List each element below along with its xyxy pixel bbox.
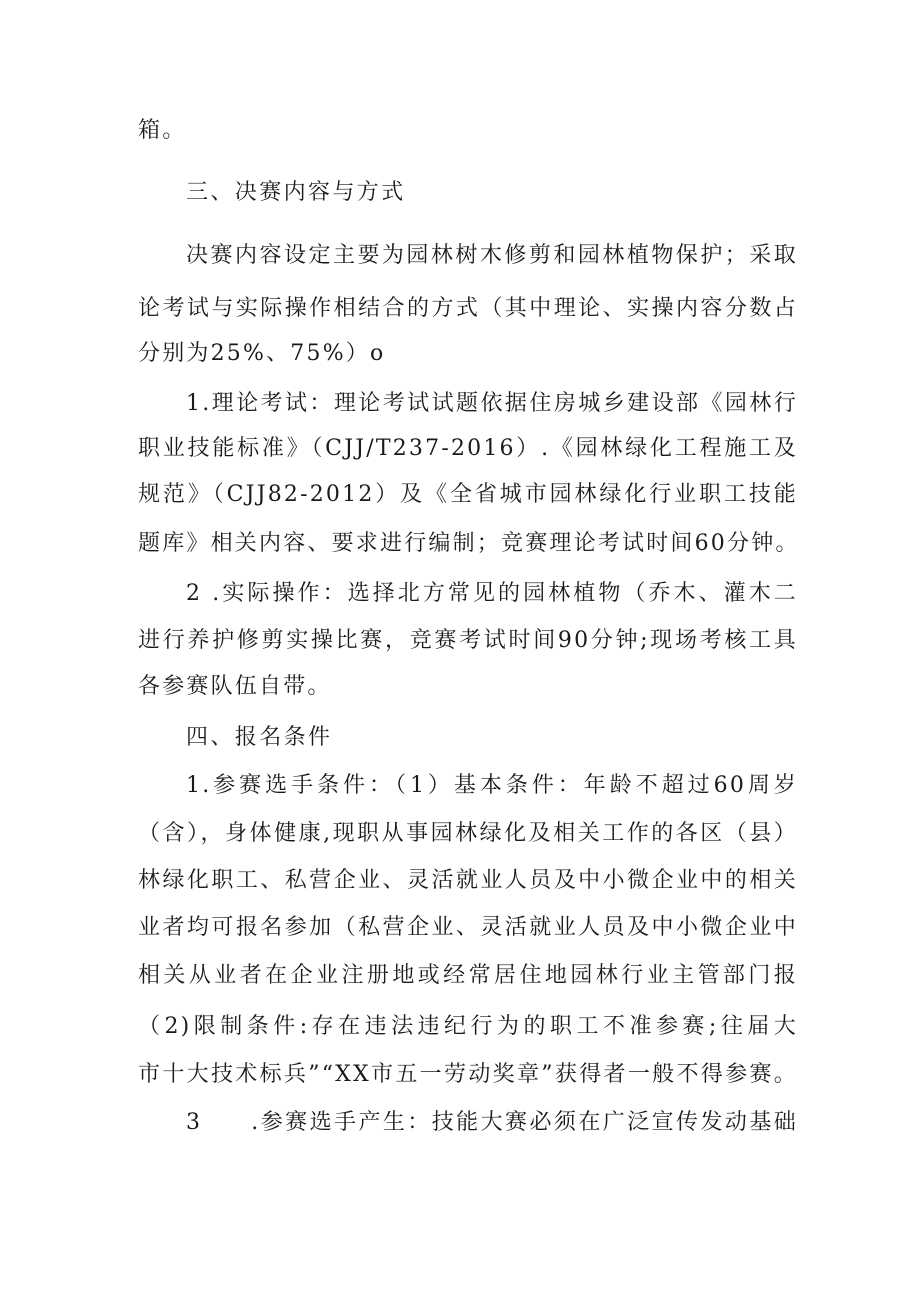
text-line: 题库》相关内容、要求进行编制；竞赛理论考试时间60分钟。: [138, 531, 800, 556]
text-line: （含），身体健康,现职从事园林绿化及相关工作的各区（县）: [138, 821, 798, 846]
text-line: 业者均可报名参加（私营企业、灵活就业人员及中小微企业中: [138, 915, 798, 940]
text-line: 2 .实际操作：选择北方常见的园林植物（乔木、灌木二: [186, 581, 798, 606]
text-line: 职业技能标准》（CJJ/T237-2016）.《园林绿化工程施工及: [138, 436, 798, 461]
text-line: 论考试与实际操作相结合的方式（其中理论、实操内容分数占: [138, 296, 798, 321]
section-heading-finals: 三、决赛内容与方式: [186, 180, 406, 205]
text-line: （2)限制条件:存在违法违纪行为的职工不准参赛;往届大: [138, 1014, 798, 1039]
text-line: 决赛内容设定主要为园林树木修剪和园林植物保护；采取: [186, 243, 798, 268]
text-line: 市十大技术标兵”“XX市五一劳动奖章”获得者一般不得参赛。: [138, 1062, 798, 1087]
text-line: 进行养护修剪实操比赛，竞赛考试时间90分钟;现场考核工具: [138, 628, 798, 653]
text-line: 1.理论考试：理论考试试题依据住房城乡建设部《园林行: [186, 391, 798, 416]
text-line: 分别为25%、75%）o: [138, 341, 386, 366]
text-line: 箱。: [138, 118, 187, 143]
text-line: 规范》（CJJ82-2012）及《全省城市园林绿化行业职工技能: [138, 482, 798, 507]
text-line: 3 .参赛选手产生：技能大赛必须在广泛宣传发动基础: [186, 1110, 798, 1135]
section-heading-registration: 四、报名条件: [186, 725, 333, 750]
text-line: 相关从业者在企业注册地或经常居住地园林行业主管部门报: [138, 963, 798, 988]
text-line: 1.参赛选手条件：（1）基本条件：年龄不超过60周岁: [186, 773, 798, 798]
text-line: 林绿化职工、私营企业、灵活就业人员及中小微企业中的相关: [138, 868, 798, 893]
text-line: 各参赛队伍自带。: [138, 674, 332, 699]
